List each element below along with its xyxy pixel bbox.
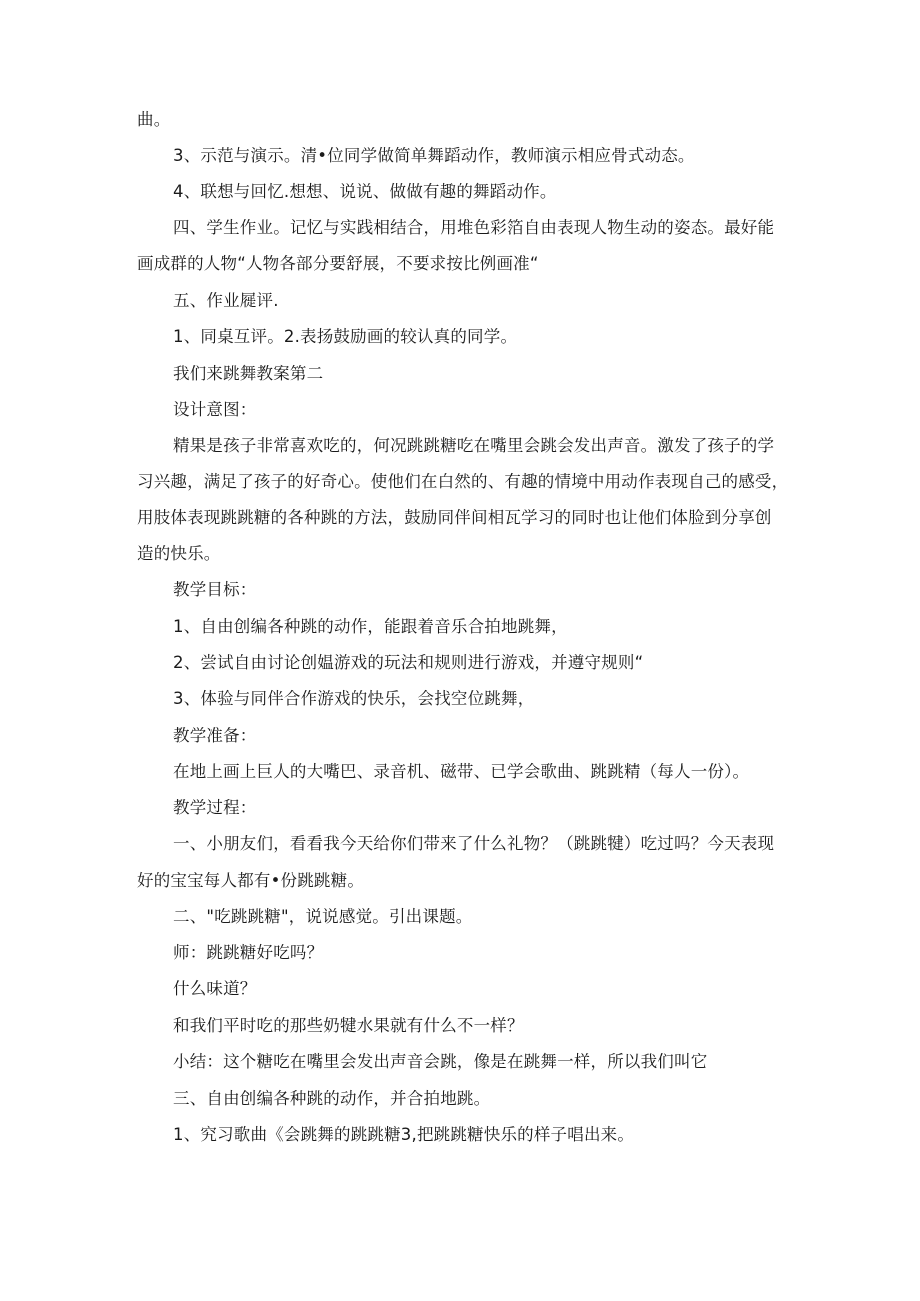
text-line-28: 三、自由创编各种跳的动作，并合拍地跳。 (173, 1089, 491, 1108)
text-line-23: 二、"吃跳跳糖"，说说感觉。引出课题。 (173, 907, 473, 926)
text-line-7: 1、同桌互评。2.表扬鼓励画的较认真的同学。 (173, 327, 518, 346)
text-line-25: 什么味道？ (173, 979, 257, 998)
text-line-5: 画成群的人物“人物各部分要舒展，不要求按比例画准“ (137, 254, 539, 273)
text-line-12: 用肢体表现跳跳糖的各种跳的方法，鼓励同伴间相瓦学习的同时也让他们体脸到分享创 (137, 508, 772, 527)
text-line-17: 3、体验与同伴合作游戏的快乐，会找空位跳舞， (173, 689, 535, 708)
text-line-18: 教学准备： (173, 726, 257, 745)
text-line-22: 好的宝宝每人都有•份跳跳糖。 (137, 871, 365, 890)
text-line-1: 曲。 (137, 110, 171, 129)
text-line-11: 习兴趣，满足了孩子的好奇心。使他们在白然的、有趣的情境中用动作表现自己的感受， (137, 472, 789, 491)
text-line-24: 师：跳跳糖好吃吗？ (173, 943, 324, 962)
text-line-27: 小结：这个糖吃在嘴里会发出声音会跳，像是在跳舞一样，所以我们叫它 (173, 1052, 708, 1071)
text-line-3: 4、联想与回忆.想想、说说、做做有趣的舞蹈动作。 (173, 182, 557, 201)
text-line-10: 精果是孩子非常喜欢吃的，何况跳跳糖吃在嘴里会跳会发出声音。激发了孩子的学 (173, 436, 775, 455)
text-line-29: 1、究习歌曲《会跳舞的跳跳糖3,把跳跳糖快乐的样子唱出来。 (173, 1125, 635, 1144)
text-line-16: 2、尝试自由讨论创媪游戏的玩法和规则进行游戏，并遵守规则“ (173, 653, 644, 672)
text-line-15: 1、自由创编各种跳的动作，能跟着音乐合拍地跳舞， (173, 617, 568, 636)
text-line-21: 一、小朋友们，看看我今天给你们带来了什么礼物？（跳跳犍）吃过吗？今天表现 (173, 834, 775, 853)
text-line-14: 教学目标： (173, 580, 257, 599)
text-line-4: 四、学生作业。记忆与实践相结合，用堆色彩箔自由表现人物生动的姿态。最好能 (173, 218, 775, 237)
text-line-20: 教学过程： (173, 798, 257, 817)
text-line-8: 我们来跳舞教案第二 (173, 364, 324, 383)
text-line-26: 和我们平时吃的那些奶犍水果就有什么不一样？ (173, 1016, 524, 1035)
text-line-9: 设计意图： (173, 400, 257, 419)
text-line-13: 造的快乐。 (137, 544, 221, 563)
text-line-6: 五、作业屣评. (173, 291, 279, 310)
text-line-19: 在地上画上巨人的大嘴巴、录音机、磁带、已学会歌曲、跳跳精（每人一份）。 (173, 762, 750, 781)
text-line-2: 3、示范与演示。清•位同学做简单舞蹈动作，教师演示相应骨式动态。 (173, 146, 695, 165)
